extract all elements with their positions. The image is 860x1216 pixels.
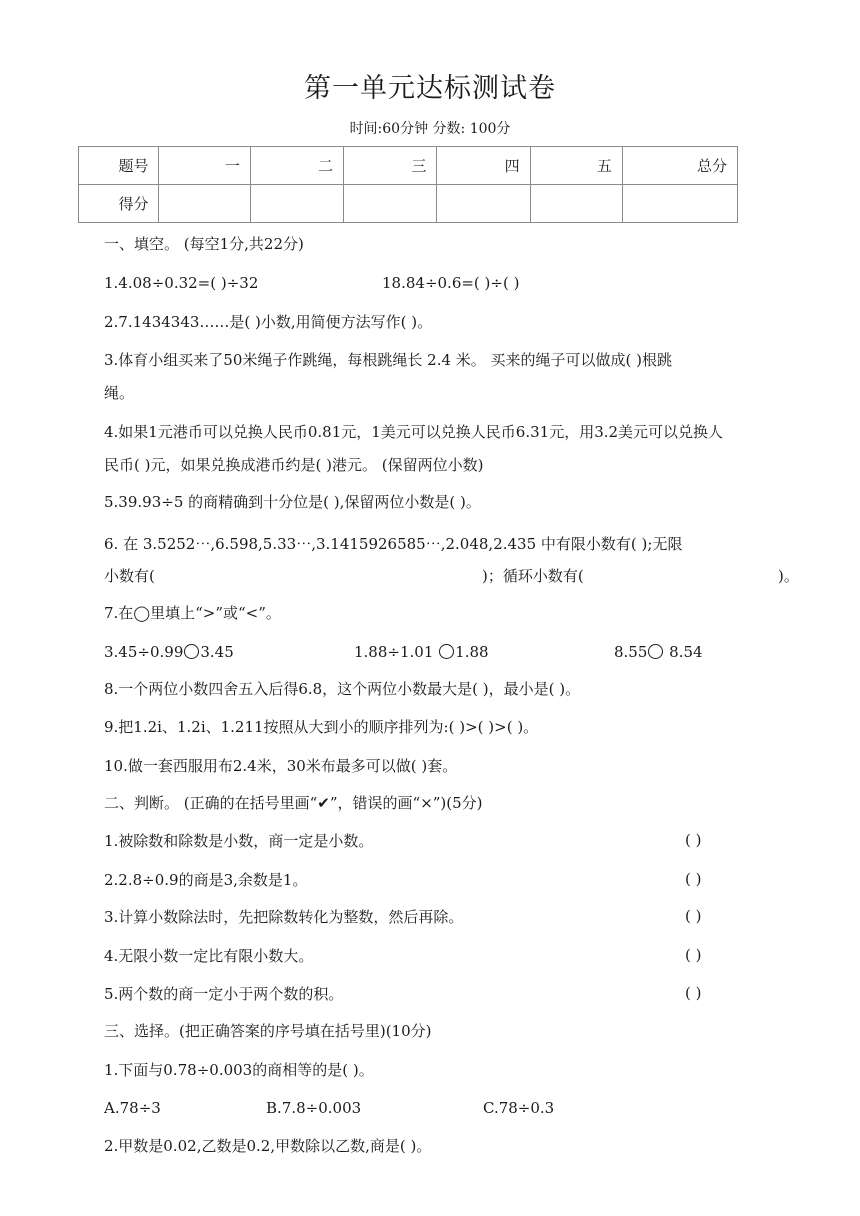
question-text: 18.84÷0.6=( )÷( ) [382,274,520,292]
question-text: 1.下面与0.78÷0.003的商相等的是( )。 [104,1061,374,1079]
expression-text: 8.55 [614,643,648,661]
question-text: 1.4.08÷0.32=( )÷32 [104,274,259,292]
judge-item: 5.两个数的商一定小于两个数的积。 [104,985,344,1003]
table-cell: 二 [250,147,343,185]
table-row [79,185,738,223]
table-row [79,147,738,185]
expression-text: 8.54 [664,643,703,661]
judge-item: 1.被除数和除数是小数，商一定是小数。 [104,832,374,850]
table-cell: 五 [530,147,622,185]
expression-text: 3.45 [200,643,234,661]
score-input-cell[interactable] [250,185,343,223]
expression-text: 3.45÷0.99 [104,643,184,661]
option-b[interactable]: B.7.8÷0.003 [266,1099,362,1117]
table-cell: 四 [437,147,530,185]
question-text: 4.如果1元港币可以兑换人民币0.81元，1美元可以兑换人民币6.31元，用3.2美元可以兑换人 [104,423,724,441]
question-text: 6. 在 3.5252⋯,6.598,5.33⋯,3.1415926585⋯,2.048,2.435 中有限小数有( );无限 [104,535,683,553]
score-input-cell[interactable] [530,185,622,223]
score-input-cell[interactable] [622,185,737,223]
judge-item: 4.无限小数一定比有限小数大。 [104,947,314,965]
score-input-cell[interactable] [344,185,437,223]
table-cell: 三 [344,147,437,185]
table-cell: 总分 [622,147,737,185]
score-input-cell[interactable] [159,185,250,223]
answer-paren[interactable]: ( ) [685,946,702,964]
answer-paren[interactable]: ( ) [685,870,702,888]
score-input-cell[interactable] [437,185,530,223]
compare-item [614,642,703,662]
question-text: 2.甲数是0.02,乙数是0.2,甲数除以乙数,商是( )。 [104,1137,432,1155]
exam-info: 时间:60分钟 分数: 100分 [349,121,511,137]
question-text: 7.在◯里填上“>”或“<”。 [104,604,281,622]
question-text: 小数有( [104,567,155,585]
compare-circle-icon[interactable] [184,644,199,659]
compare-circle-icon[interactable] [648,644,663,659]
judge-item: 2.2.8÷0.9的商是3,余数是1。 [104,871,308,889]
option-c[interactable]: C.78÷0.3 [483,1099,555,1117]
compare-circle-icon[interactable] [439,644,454,659]
question-text: 5.39.93÷5 的商精确到十分位是( ),保留两位小数是( )。 [104,493,481,511]
section-heading: 三、选择。(把正确答案的序号填在括号里)(10分) [104,1022,432,1040]
expression-text: 1.88÷1.01 [354,643,434,661]
section-heading: 一、填空。 (每空1分,共22分) [104,235,304,253]
table-cell: 题号 [79,147,159,185]
option-a[interactable]: A.78÷3 [104,1099,161,1117]
compare-item [104,642,234,662]
question-text: 9.把1.2i、1.2i、1.211按照从大到小的顺序排列为:( )>( )>( )。 [104,718,539,736]
table-cell: 一 [159,147,250,185]
question-text: 民币( )元，如果兑换成港币约是( )港元。 (保留两位小数) [104,456,484,474]
question-text: 8.一个两位小数四舍五入后得6.8，这个两位小数最大是( )，最小是( )。 [104,680,581,698]
question-text: 绳。 [104,384,135,402]
answer-paren[interactable]: ( ) [685,907,702,925]
question-text: )；循环小数有( [482,567,584,585]
answer-paren[interactable]: ( ) [685,831,702,849]
question-text: 10.做一套西服用布2.4米，30米布最多可以做( )套。 [104,757,458,775]
section-heading: 二、判断。 (正确的在括号里画“✔”，错误的画“×”)(5分) [104,794,483,812]
judge-item: 3.计算小数除法时，先把除数转化为整数，然后再除。 [104,908,464,926]
answer-paren[interactable]: ( ) [685,984,702,1002]
question-text: 3.体育小组买来了50米绳子作跳绳，每根跳绳长 2.4 米。 买来的绳子可以做成( )根跳 [104,351,673,369]
compare-item [354,642,489,662]
expression-text: 1.88 [455,643,489,661]
question-text: 2.7.1434343……是( )小数,用简便方法写作( )。 [104,313,433,331]
score-table [78,146,738,223]
table-cell: 得分 [79,185,159,223]
page-title: 第一单元达标测试卷 [304,73,556,104]
question-text: )。 [778,567,799,585]
